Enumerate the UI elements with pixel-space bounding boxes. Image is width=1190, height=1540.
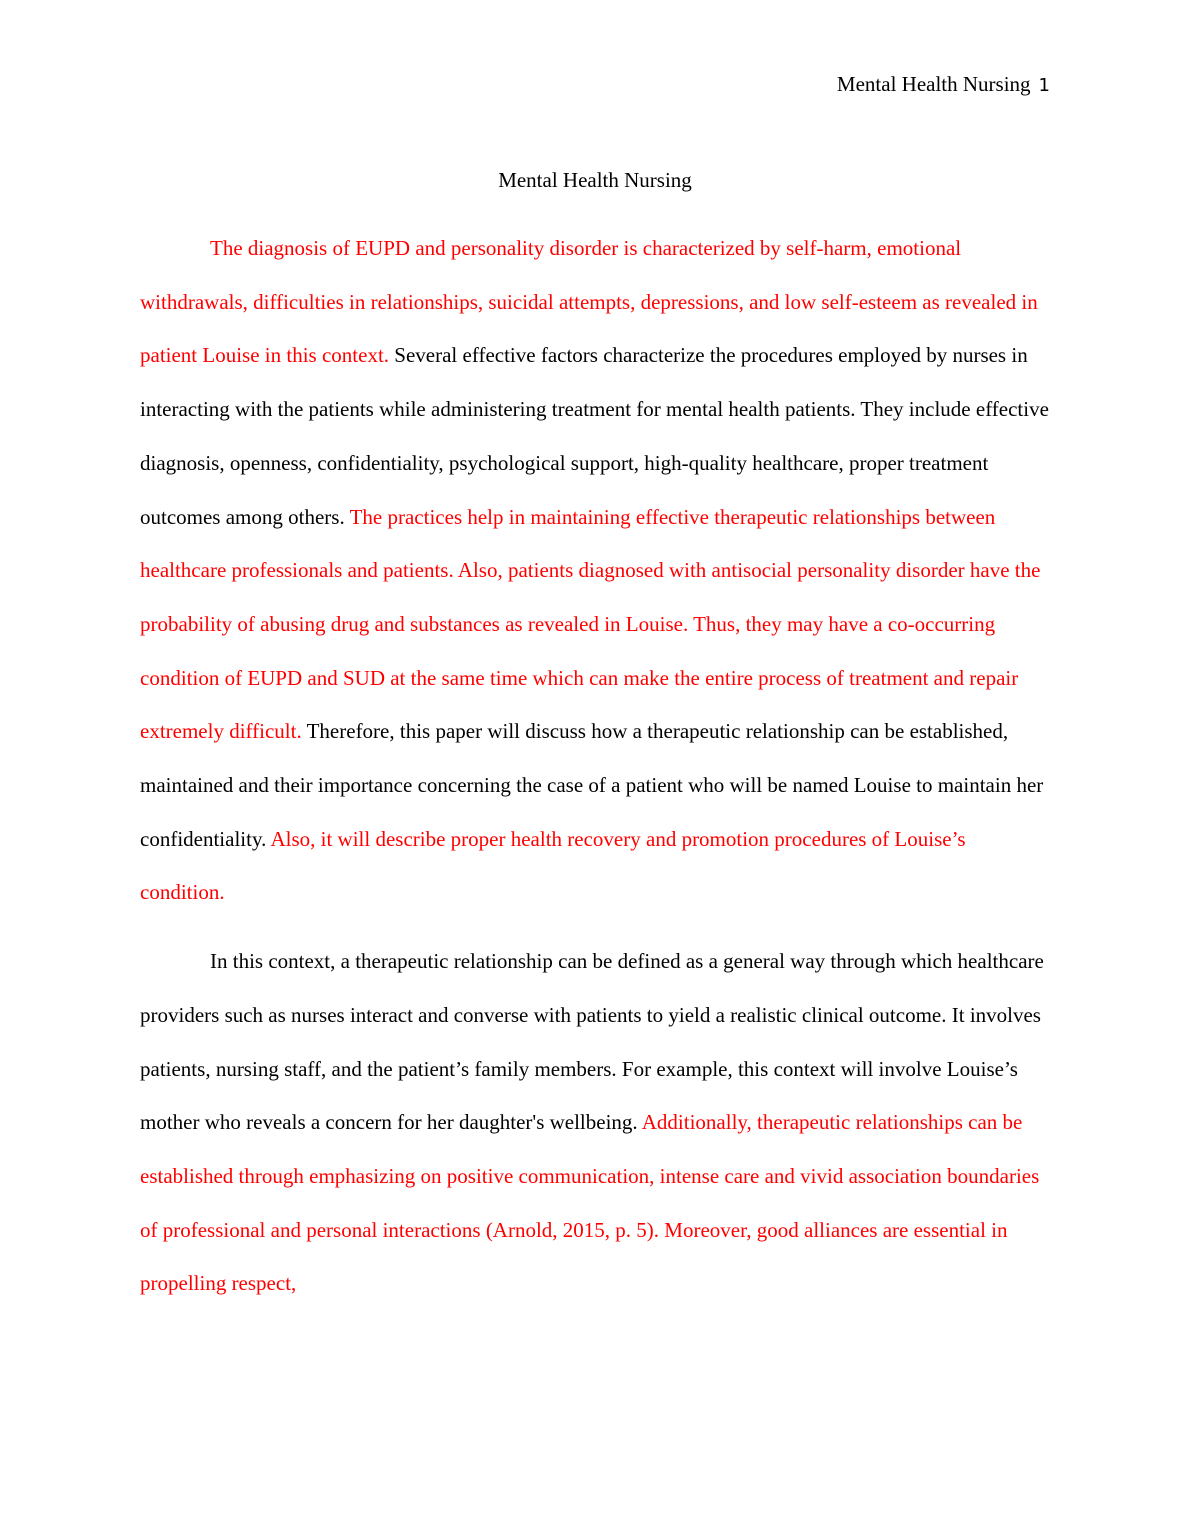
paragraph-2 [140,935,1052,1311]
paragraph-1-segment-2: Several effective factors characterize the procedures employed by nurses in interacting with the patients while administering treatment for mental health patients. They include effective diagnosis, openness, confidentiality, psychological support, high-quality healthcare, proper treatment outcomes among others. [140,343,1049,529]
paragraph-2-segment-2: Additionally, therapeutic relationships can be established through emphasizing on positive communication, intense care and vivid association boundaries of professional and personal interactions (Arnold, 2015, p. 5). Moreover, good alliances are essential in propelling respect, [140,1110,1040,1296]
document-title: Mental Health Nursing [498,168,692,192]
paragraph-1-segment-3: The practices help in maintaining effective therapeutic relationships between healthcare professionals and patients. Also, patients diagnosed with antisocial personality disorder have the probability of abusing drug and substances as revealed in Louise. Thus, they may have a co-occurring condition of EUPD and SUD at the same time which can make the entire process of treatment and repair extremely difficult. [140,504,1041,744]
running-header [837,70,1050,100]
document-body [140,222,1052,1326]
page-number: 1 [1038,75,1050,96]
paragraph-2-segment-1: In this context, a therapeutic relationship can be defined as a general way through which healthcare providers such as nurses interact and converse with patients to yield a realistic clinical outcome. It involves patients, nursing staff, and the patient’s family members. For example, this context will involve Louise’s mother who reveals a concern for her daughter's wellbeing. [140,949,1044,1135]
running-head-text: Mental Health Nursing [836,72,1031,96]
paragraph-1 [140,222,1052,920]
paragraph-1-segment-4: Therefore, this paper will discuss how a therapeutic relationship can be established, maintained and their importance concerning the case of a patient who will be named Louise to maintain her confidentiality. [140,719,1044,851]
paragraph-1-segment-1: The diagnosis of EUPD and personality disorder is characterized by self-harm, emotional withdrawals, difficulties in relationships, suicidal attempts, depressions, and low self-esteem as revealed in patient Louise in this context. [140,236,1038,368]
paragraph-1-segment-5: Also, it will describe proper health recovery and promotion procedures of Louise’s condition. [140,826,966,905]
